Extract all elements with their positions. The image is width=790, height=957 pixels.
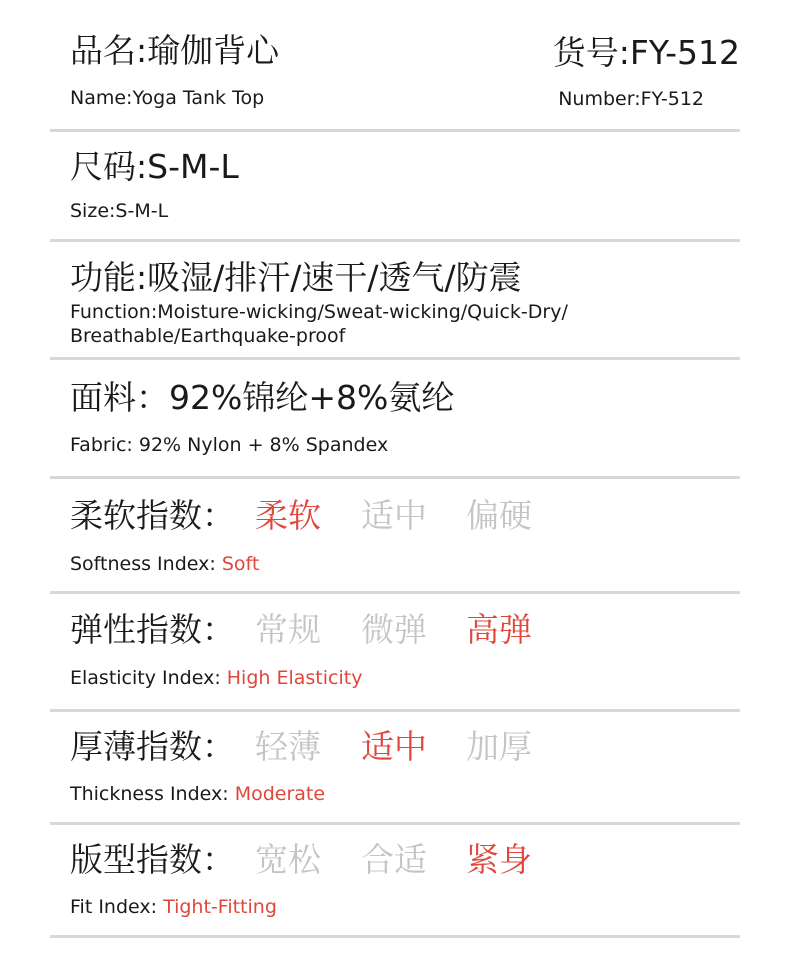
divider [50, 476, 740, 479]
divider [50, 357, 740, 360]
elasticity-index-label-en: Elasticity Index: [70, 667, 227, 689]
elasticity-option-2: 微弹 [361, 610, 427, 649]
softness-index-label-zh: 柔软指数： [70, 496, 235, 535]
fit-index-en [70, 895, 277, 919]
fabric-en: Fabric: 92% Nylon + 8% Spandex [70, 434, 389, 456]
divider [50, 935, 740, 938]
elasticity-option-1: 常规 [255, 610, 321, 649]
elasticity-index-value-en: High Elasticity [226, 667, 363, 689]
divider [50, 709, 740, 712]
divider [50, 239, 740, 242]
fit-index-label-en: Fit Index: [70, 896, 164, 918]
softness-option-1-selected: 柔软 [255, 496, 321, 535]
thickness-index-label-zh: 厚薄指数： [70, 727, 235, 766]
fabric-zh: 面料：92%锦纶+8%氨纶 [70, 378, 455, 417]
elasticity-index-label-zh: 弹性指数： [70, 610, 235, 649]
product-name-en: Name:Yoga Tank Top [70, 87, 265, 109]
softness-option-3: 偏硬 [466, 496, 532, 535]
function-en-line2: Breathable/Earthquake-proof [70, 325, 346, 347]
fit-option-1: 宽松 [255, 840, 321, 879]
thickness-index-label-en: Thickness Index: [70, 783, 235, 805]
divider [50, 591, 740, 594]
size-zh: 尺码:S-M-L [70, 147, 239, 186]
function-zh: 功能:吸湿/排汗/速干/透气/防震 [70, 258, 522, 297]
elasticity-index-en [70, 666, 362, 690]
divider [50, 822, 740, 825]
thickness-option-1: 轻薄 [255, 727, 321, 766]
thickness-index-value-en: Moderate [234, 783, 326, 805]
divider [50, 129, 740, 132]
fit-option-2: 合适 [361, 840, 427, 879]
elasticity-option-3-selected: 高弹 [466, 610, 532, 649]
product-name-zh: 品名:瑜伽背心 [70, 31, 280, 70]
function-en-line1: Function:Moisture-wicking/Sweat-wicking/Quick-Dry/ [70, 301, 568, 323]
softness-index-label-en: Softness Index: [70, 553, 222, 575]
fit-index-value-en: Tight-Fitting [163, 896, 277, 918]
thickness-option-2-selected: 适中 [361, 727, 427, 766]
softness-index-value-en: Soft [221, 553, 260, 575]
product-number-zh: 货号:FY-512 [552, 33, 740, 72]
softness-index-en [70, 552, 259, 576]
product-number-en: Number:FY-512 [558, 88, 704, 110]
size-en: Size:S-M-L [70, 200, 169, 222]
fit-index-label-zh: 版型指数： [70, 840, 235, 879]
thickness-option-3: 加厚 [466, 727, 532, 766]
fit-option-3-selected: 紧身 [466, 840, 532, 879]
softness-option-2: 适中 [361, 496, 427, 535]
thickness-index-en [70, 782, 325, 806]
